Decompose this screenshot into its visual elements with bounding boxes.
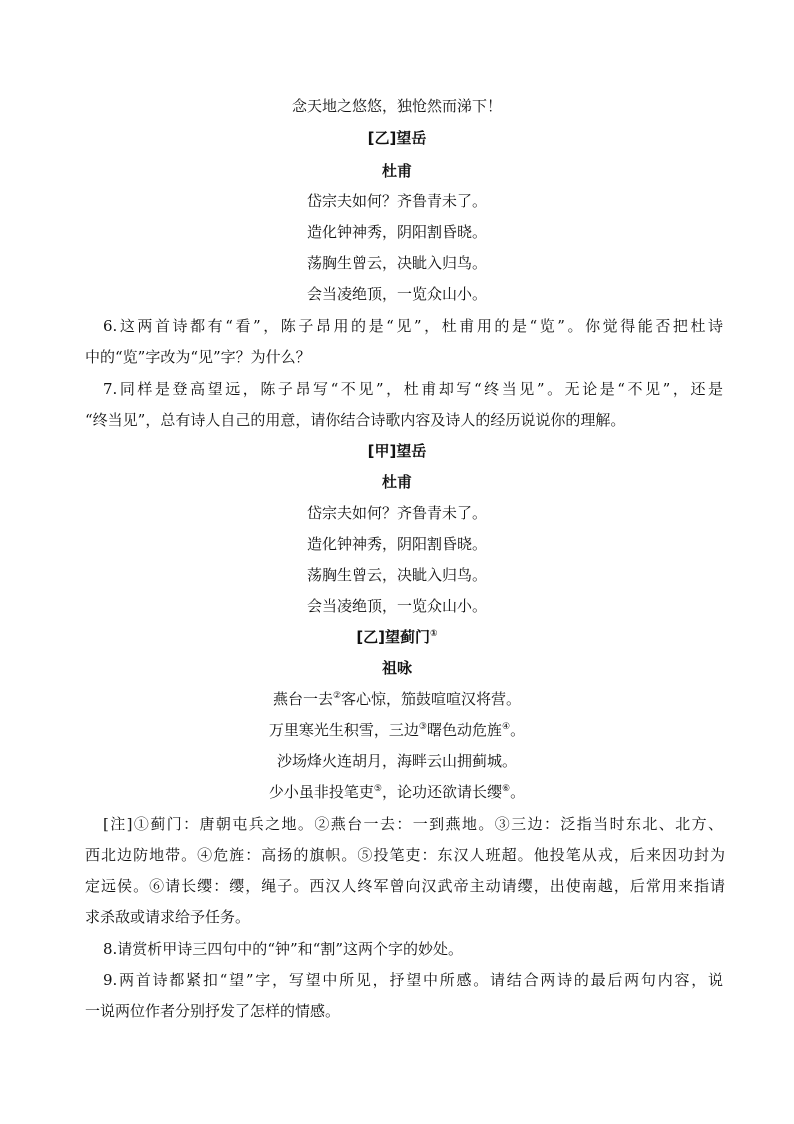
poem-title <box>0 627 794 647</box>
poem-closing-line: 念天地之悠悠，独怆然而涕下！ <box>291 97 502 115</box>
footnote-marker: ⑤ <box>373 784 382 794</box>
question-6: 6.这两首诗都有“看”，陈子昂用的是“见”，杜甫用的是“览”。你觉得能否把杜诗 <box>103 317 723 335</box>
poem-line: 会当凌绝顶，一览众山小。 <box>306 285 487 303</box>
footnote-marker: ② <box>332 691 342 701</box>
question-8: 8.请赏析甲诗三四句中的“钟”和“割”这两个字的妙处。 <box>103 940 463 958</box>
notes-line: [注]①蓟门：唐朝屯兵之地。②燕台一去：一到燕地。③三边：泛指当时东北、北方、 <box>103 815 723 833</box>
question-9-cont: 一说两位作者分别抒发了怎样的情感。 <box>85 1002 341 1020</box>
question-9: 9.两首诗都紧扣“望”字，写望中所见，抒望中所感。请结合两诗的最后两句内容，说 <box>103 971 723 989</box>
poem-title-text: [乙]望蓟门 <box>356 628 431 646</box>
poem-line: 岱宗夫如何？齐鲁青未了。 <box>306 192 487 210</box>
question-6-cont: 中的“览”字改为“见”字？为什么？ <box>85 348 311 366</box>
poem-line: 荡胸生曾云，决眦入归鸟。 <box>306 566 487 584</box>
poem-line: 沙场烽火连胡月，海畔云山拥蓟城。 <box>276 752 517 770</box>
poem-title: [甲]望岳 <box>367 442 427 460</box>
question-7: 7.同样是登高望远，陈子昂写“不见”，杜甫却写“终当见”。无论是“不见”，还是 <box>103 380 723 398</box>
poem-line: 少小虽非投笔吏⑤，论功还欲请长缨⑥。 <box>268 783 526 801</box>
poem-line: 造化钟神秀，阴阳割昏晓。 <box>306 535 487 553</box>
poem-line: 荡胸生曾云，决眦入归鸟。 <box>306 254 487 272</box>
footnote-marker: ⑥ <box>502 784 511 794</box>
question-7-cont: “终当见”，总有诗人自己的用意，请你结合诗歌内容及诗人的经历说说你的理解。 <box>85 411 626 429</box>
footnote-marker: ③ <box>418 722 427 732</box>
footnote-marker: ④ <box>502 722 511 732</box>
poem-line: 燕台一去②客心惊，笳鼓喧喧汉将营。 <box>272 690 522 708</box>
notes-line: 定远侯。⑥请长缨：缨，绳子。西汉人终军曾向汉武帝主动请缨，出使南越，后常用来指请 <box>85 877 725 895</box>
poem-title: [乙]望岳 <box>367 129 427 147</box>
notes-line: 西北边防地带。④危旌：高扬的旗帜。⑤投笔吏：东汉人班超。他投笔从戎，后来因功封为 <box>85 846 725 864</box>
poem-author: 杜甫 <box>381 162 412 180</box>
poem-author: 祖咏 <box>381 659 412 677</box>
poem-line: 岱宗夫如何？齐鲁青未了。 <box>306 504 487 522</box>
footnote-marker: ① <box>430 629 438 639</box>
notes-line: 求杀敌或请求给予任务。 <box>85 908 251 926</box>
poem-author: 杜甫 <box>381 473 412 491</box>
poem-line: 万里寒光生积雪，三边③曙色动危旌④。 <box>268 721 526 739</box>
poem-line: 会当凌绝顶，一览众山小。 <box>306 597 487 615</box>
poem-line: 造化钟神秀，阴阳割昏晓。 <box>306 223 487 241</box>
